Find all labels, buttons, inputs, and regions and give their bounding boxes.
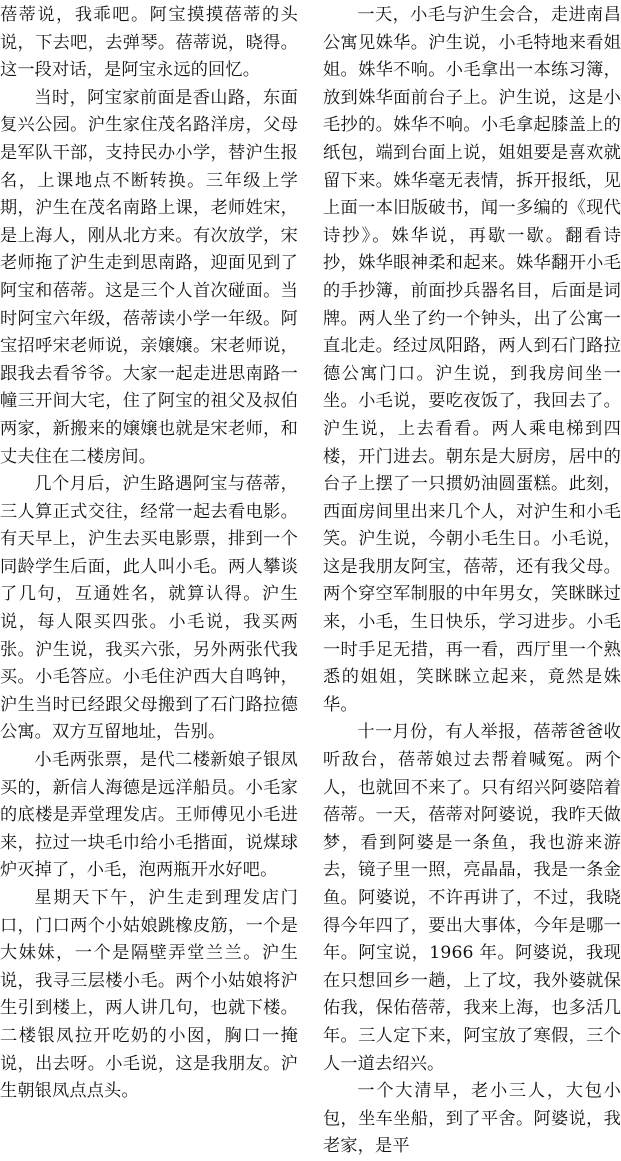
paragraph: 星期天下午，沪生走到理发店门口，门口两个小姑娘跳橡皮筋，一个是大妹妹，一个是隔壁弄堂兰兰。沪生说，我寻三层楼小毛。两个小姑娘将沪生引到楼上，两人讲几句，也就下楼。二楼银凤拉开吃奶的小囡，胸口一掩说，出去呀。小毛说，这是我朋友。沪生朝银凤点点头。 bbox=[0, 888, 298, 1102]
paragraph: 蓓蒂说，我乖吧。阿宝摸摸蓓蒂的头说，下去吧，去弹琴。蓓蒂说，晓得。这一段对话，是阿宝永远的回忆。 bbox=[0, 5, 298, 81]
paragraph: 当时，阿宝家前面是香山路，东面复兴公园。沪生家住茂名路洋房，父母是军队干部，支持民办小学，替沪生报名，上课地点不断转换。三年级上学期，沪生在茂名南路上课，老师姓宋，是上海人，刚从北方来。有次放学，宋老师拖了沪生走到思南路，迎面见到了阿宝和蓓蒂。这是三个人首次碰面。当时阿宝六年级，蓓蒂读小学一年级。阿宝招呼宋老师说，亲嬢嬢。宋老师说，跟我去看爷爷。大家一起走进思南路一幢三开间大宅，住了阿宝的祖父及叔伯两家，新搬来的嬢嬢也就是宋老师，和丈夫住在二楼房间。 bbox=[0, 87, 298, 467]
paragraph: 小毛两张票，是代二楼新娘子银凤买的，新信人海德是远洋船员。小毛家的底楼是弄堂理发店。王师傅见小毛进来，拉过一块毛巾给小毛揩面，说煤球炉灭掉了，小毛，泡两瓶开水好吧。 bbox=[0, 750, 298, 881]
left-text-column bbox=[0, 2, 298, 1106]
paragraph: 一个大清早，老小三人，大包小包，坐车坐船，到了平舍。阿婆说，我老家，是平 bbox=[323, 1081, 621, 1157]
right-text-column bbox=[323, 2, 621, 1161]
paragraph: 十一月份，有人举报，蓓蒂爸爸收听敌台，蓓蒂娘过去帮着喊冤。两个人，也就回不来了。只有绍兴阿婆陪着蓓蒂。一天，蓓蒂对阿婆说，我昨天做梦，看到阿婆是一条鱼，我也游来游去，镜子里一照，亮晶晶，我是一条金鱼。阿婆说，不许再讲了，不过，我晓得今年四了，要出大事体，今年是哪一年。阿宝说，1966 年。阿婆说，我现在只想回乡一趟，上了坟，我外婆就保佑我，保佑蓓蒂，我来上海，也多活几年。三人定下来，阿宝放了寒假，三个人一道去绍兴。 bbox=[323, 722, 621, 1074]
paragraph: 几个月后，沪生路遇阿宝与蓓蒂，三人算正式交往，经常一起去看电影。有天早上，沪生去买电影票，排到一个同龄学生后面，此人叫小毛。两人攀谈了几句，互通姓名，就算认得。沪生说，每人限买四张。小毛说，我买两张。沪生说，我买六张，另外两张代我买。小毛答应。小毛住沪西大自鸣钟，沪生当时已经跟父母搬到了石门路拉德公寓。双方互留地址，告别。 bbox=[0, 474, 298, 743]
paragraph: 一天，小毛与沪生会合，走进南昌公寓见姝华。沪生说，小毛特地来看姐姐。姝华不响。小毛拿出一本练习簿，放到姝华面前台子上。沪生说，这是小毛抄的。姝华不响。小毛拿起膝盖上的纸包，端到台面上说，姐姐要是喜欢就留下来。姝华毫无表情，拆开报纸，见上面一本旧版破书，闻一多编的《现代诗抄》。姝华说，再歇一歇。翻看诗抄，姝华眼神柔和起来。姝华翻开小毛的手抄簿，前面抄兵器名目，后面是词牌。两人坐了约一个钟头，出了公寓一直北走。经过凤阳路，两人到石门路拉德公寓门口。沪生说，到我房间坐一坐。小毛说，要吃夜饭了，我回去了。沪生说，上去看看。两人乘电梯到四楼，开门进去。朝东是大厨房，居中的台子上摆了一只掼奶油圆蛋糕。此刻，西面房间里出来几个人，对沪生和小毛笑。沪生说，今朝小毛生日。小毛说，这是我朋友阿宝，蓓蒂，还有我父母。两个穿空军制服的中年男女，笑眯眯过来，小毛，生日快乐，学习进步。小毛一时手足无措，再一看，西厅里一个熟悉的姐姐，笑眯眯立起来，竟然是姝华。 bbox=[323, 5, 621, 715]
